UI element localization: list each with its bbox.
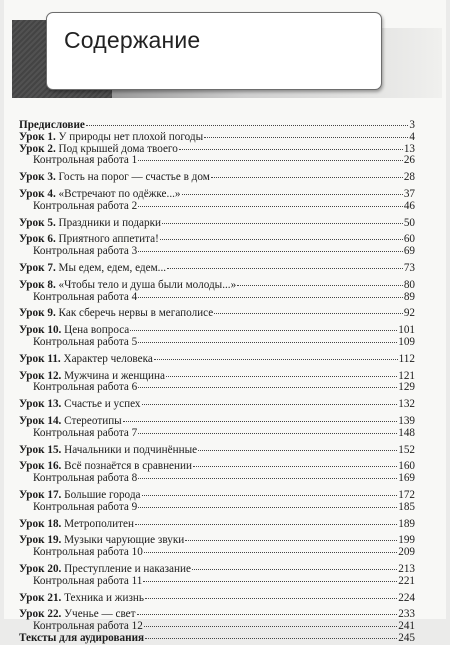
toc-leader-dots	[167, 259, 403, 269]
toc-page-number: 46	[403, 199, 415, 212]
toc-entry-title: Приятного аппетита!	[58, 233, 159, 246]
toc-entry-label	[33, 292, 137, 304]
toc-entry-title: Контрольная работа 5	[33, 335, 138, 348]
toc-leader-dots	[138, 288, 403, 298]
toc-leader-dots	[198, 441, 397, 451]
toc-entry-label	[19, 263, 166, 275]
toc-page-number: 209	[398, 546, 415, 559]
toc-lesson-number: Урок 16.	[19, 460, 62, 473]
toc-lesson-number: Урок 13.	[19, 398, 62, 411]
toc-subentry	[19, 426, 415, 438]
toc-entry	[19, 352, 415, 364]
toc-page-number: 213	[398, 562, 415, 575]
toc-page-number: 60	[403, 233, 415, 246]
toc-page-number: 80	[403, 278, 415, 291]
toc-leader-dots	[138, 469, 397, 479]
toc-leader-dots	[144, 543, 397, 553]
toc-leader-dots	[211, 168, 403, 178]
toc-leader-dots	[135, 515, 397, 525]
toc-entry-label	[33, 428, 137, 440]
toc-entry	[19, 517, 415, 529]
toc-lesson-number: Урок 22.	[19, 608, 62, 621]
toc-entry-title: Контрольная работа 1	[33, 154, 138, 167]
toc-page-number: 101	[398, 324, 415, 337]
toc-leader-dots	[192, 560, 397, 570]
toc-lesson-number: Урок 19.	[19, 534, 62, 547]
toc-page-number: 3	[409, 119, 415, 131]
toc-lesson-number: Урок 10.	[19, 324, 62, 337]
toc-entry-title: Счастье и успех	[64, 398, 141, 411]
toc-page-number: 160	[398, 460, 415, 473]
toc-entry-title: Контрольная работа 6	[33, 381, 138, 394]
toc-lesson-number: Урок 12.	[19, 369, 62, 382]
toc-leader-dots	[237, 276, 403, 286]
toc-entry-title: Контрольная работа 3	[33, 245, 138, 258]
toc-entry-label	[33, 337, 137, 349]
toc-entry-title: Контрольная работа 11	[33, 574, 143, 587]
toc-entry-label	[19, 172, 210, 184]
toc-entry	[19, 306, 415, 318]
toc-leader-dots	[160, 230, 403, 240]
toc-page-number: 92	[403, 307, 415, 320]
toc-subentry	[19, 290, 415, 302]
toc-entry-label	[19, 519, 134, 531]
toc-lesson-number: Урок 3.	[19, 171, 56, 184]
toc-page-number: 132	[398, 398, 415, 411]
toc-lesson-number: Урок 1.	[19, 130, 56, 143]
toc-entry-title: Контрольная работа 8	[33, 472, 138, 485]
toc-page-number: 245	[398, 631, 415, 644]
toc-leader-dots	[138, 378, 397, 388]
toc-page-number: 73	[403, 261, 415, 274]
toc-entry	[19, 591, 415, 603]
toc-leader-dots	[138, 151, 403, 161]
toc-leader-dots	[138, 242, 403, 252]
toc-leader-dots	[193, 457, 397, 467]
toc-page-number: 221	[398, 574, 415, 587]
toc-page-number: 169	[398, 472, 415, 485]
toc-page-number: 26	[403, 154, 415, 167]
toc-entry-title: Цена вопроса	[64, 324, 130, 337]
toc-entry-title: Праздники и подарки	[58, 216, 162, 229]
toc-page-number: 121	[398, 369, 415, 382]
toc-page-number: 139	[398, 414, 415, 427]
toc-entry-label	[33, 155, 137, 167]
toc-page-number: 172	[398, 488, 415, 501]
toc-subentry	[19, 199, 415, 211]
toc-leader-dots	[86, 116, 409, 126]
toc-leader-dots	[204, 128, 408, 138]
toc-subentry	[19, 500, 415, 512]
toc-page-number: 185	[398, 500, 415, 513]
toc-page-number: 224	[398, 591, 415, 604]
toc-entry-title: Преступление и наказание	[64, 562, 191, 575]
toc-page-number: 13	[403, 142, 415, 155]
toc-entry-title: Как сберечь нервы в мегаполисе	[58, 307, 214, 320]
toc-lesson-number: Урок 5.	[19, 216, 56, 229]
toc-lesson-number: Урок 6.	[19, 233, 56, 246]
page-title: Содержание	[64, 27, 201, 53]
toc-entry	[19, 216, 415, 228]
toc-page-number: 109	[398, 335, 415, 348]
toc-page-number: 199	[398, 534, 415, 547]
toc-leader-dots	[138, 333, 397, 343]
toc-entry-label	[19, 308, 213, 320]
toc-lesson-number: Урок 7.	[19, 261, 56, 274]
toc-subentry	[19, 244, 415, 256]
toc-page-number: 89	[403, 290, 415, 303]
toc-leader-dots	[138, 424, 397, 434]
toc-leader-dots	[138, 197, 403, 207]
toc-subentry	[19, 153, 415, 165]
toc-entry-label	[33, 576, 142, 588]
toc-lesson-number: Урок 14.	[19, 414, 62, 427]
toc-entry-title: Под крышей дома твоего	[58, 142, 178, 155]
toc-lesson-number: Урок 11.	[19, 352, 61, 365]
toc-entry	[19, 443, 415, 455]
toc-leader-dots	[142, 486, 398, 496]
toc-leader-dots	[137, 605, 398, 615]
toc-lesson-number: Урок 18.	[19, 517, 62, 530]
toc-entry-title: Метрополитен	[64, 517, 134, 530]
toc-leader-dots	[142, 395, 398, 405]
toc-entry-title: Контрольная работа 12	[33, 620, 143, 633]
toc-entry-title: Большие города	[64, 488, 141, 501]
toc-leader-dots	[130, 321, 397, 331]
toc-leader-dots	[154, 350, 398, 360]
toc-entry-label	[33, 201, 137, 213]
toc-leader-dots	[179, 140, 403, 150]
toc-leader-dots	[144, 617, 397, 627]
toc-entry-title: Контрольная работа 2	[33, 199, 138, 212]
toc-entry-title: Тексты для аудирования	[19, 631, 145, 644]
toc-page-number: 233	[398, 608, 415, 621]
toc-subentry	[19, 574, 415, 586]
toc-leader-dots	[166, 367, 397, 377]
toc-entry-title: Начальники и подчинённые	[64, 443, 198, 456]
toc-entry-title: Стереотипы	[64, 414, 122, 427]
toc-entry-label	[19, 354, 153, 366]
toc-entry-title: Предисловие	[19, 119, 85, 131]
toc-leader-dots	[214, 304, 403, 314]
toc-entry-label	[19, 633, 144, 645]
toc-leader-dots	[143, 572, 397, 582]
toc-entry	[19, 397, 415, 409]
toc-entry-title: «Чтобы тело и душа были молоды...»	[58, 278, 237, 291]
toc-entry-title: Техника и жизнь	[64, 591, 144, 604]
toc-subentry	[19, 380, 415, 392]
toc-lesson-number: Урок 21.	[19, 591, 62, 604]
toc-entry-label	[33, 502, 137, 514]
toc-entry-title: Гость на порог — счастье в дом	[58, 171, 210, 184]
toc-page-number: 241	[398, 620, 415, 633]
toc-subentry	[19, 335, 415, 347]
toc-page-number: 28	[403, 171, 415, 184]
toc-page-number: 4	[409, 130, 415, 143]
toc-subentry	[19, 471, 415, 483]
toc-lesson-number: Урок 4.	[19, 187, 56, 200]
toc-entry	[19, 261, 415, 273]
toc-entry	[19, 631, 415, 643]
toc-page-number: 50	[403, 216, 415, 229]
toc-lesson-number: Урок 2.	[19, 142, 56, 155]
toc-page-number: 152	[398, 443, 415, 456]
toc-page-number: 112	[398, 352, 415, 365]
toc-entry-title: Контрольная работа 10	[33, 546, 143, 559]
toc-page-number: 129	[398, 381, 415, 394]
toc-entry-title: Мы едем, едем, едем...	[58, 261, 167, 274]
toc-leader-dots	[138, 498, 397, 508]
toc-entry-title: Контрольная работа 7	[33, 426, 138, 439]
toc-entry-label	[33, 246, 137, 258]
toc-entry-title: У природы нет плохой погоды	[58, 130, 204, 143]
toc-page-number: 69	[403, 245, 415, 258]
toc-entry-label	[19, 445, 197, 457]
table-of-contents	[19, 118, 415, 643]
toc-leader-dots	[145, 629, 397, 639]
toc-leader-dots	[123, 412, 398, 422]
toc-entry-title: Характер человека	[63, 352, 153, 365]
toc-entry-title: Мужчина и женщина	[64, 369, 165, 382]
toc-entry-title: «Встречают по одёжке...»	[58, 187, 181, 200]
toc-entry-label	[19, 593, 144, 605]
toc-leader-dots	[145, 589, 397, 599]
toc-entry-title: Контрольная работа 9	[33, 500, 138, 513]
toc-page-number: 37	[403, 187, 415, 200]
toc-subentry	[19, 545, 415, 557]
toc-lesson-number: Урок 9.	[19, 307, 56, 320]
toc-lesson-number: Урок 15.	[19, 443, 62, 456]
toc-lesson-number: Урок 8.	[19, 278, 56, 291]
toc-entry-title: Контрольная работа 4	[33, 290, 138, 303]
toc-lesson-number: Урок 20.	[19, 562, 62, 575]
toc-lesson-number: Урок 17.	[19, 488, 62, 501]
toc-entry-title: Ученье — свет	[64, 608, 136, 621]
toc-page-number: 148	[398, 426, 415, 439]
toc-entry	[19, 170, 415, 182]
toc-entry-label	[33, 473, 137, 485]
toc-leader-dots	[185, 531, 397, 541]
toc-entry-label	[33, 382, 137, 394]
toc-entry-title: Музыки чарующие звуки	[64, 534, 185, 547]
toc-entry-label	[19, 218, 161, 230]
toc-entry-title: Всё познаётся в сравнении	[64, 460, 192, 473]
toc-entry-label	[19, 399, 141, 411]
toc-leader-dots	[162, 214, 403, 224]
toc-entry-label	[33, 547, 143, 559]
toc-leader-dots	[182, 185, 403, 195]
toc-page-number: 189	[398, 517, 415, 530]
